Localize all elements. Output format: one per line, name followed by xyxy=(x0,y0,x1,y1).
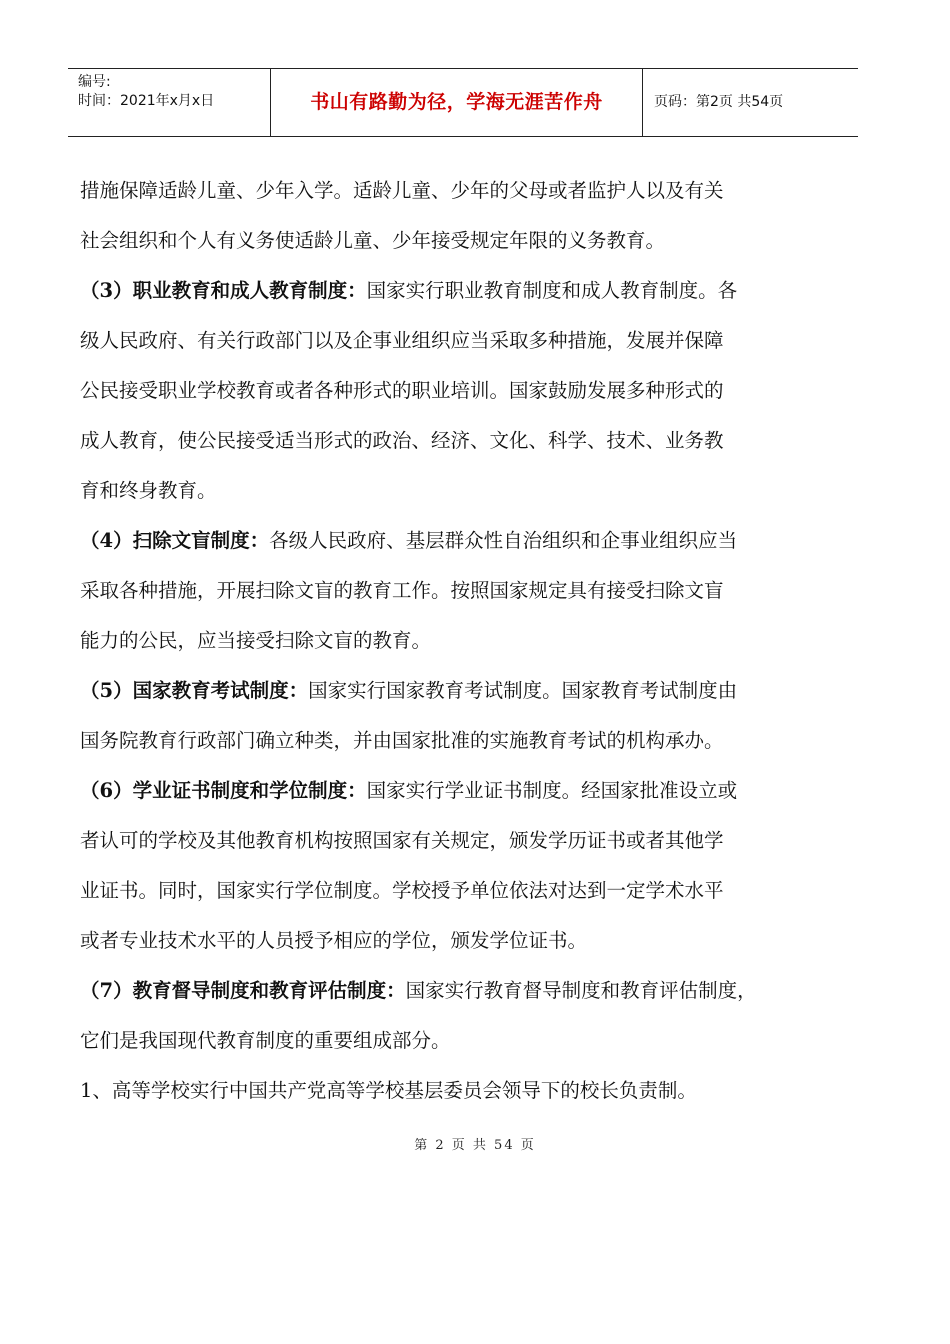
body-line xyxy=(80,1016,835,1066)
header-divider-right xyxy=(642,69,643,136)
line-text: 1、高等学校实行中国共产党高等学校基层委员会领导下的校长负责制。 xyxy=(80,1079,697,1102)
line-text: 者认可的学校及其他教育机构按照国家有关规定，颁发学历证书或者其他学 xyxy=(80,829,724,852)
body-line xyxy=(80,416,835,466)
line-text: 成人教育，使公民接受适当形式的政治、经济、文化、科学、技术、业务教 xyxy=(80,429,724,452)
line-text: 国家实行职业教育制度和成人教育制度。各 xyxy=(366,279,738,302)
page-header xyxy=(68,68,858,137)
line-text: 国务院教育行政部门确立种类，并由国家批准的实施教育考试的机构承办。 xyxy=(80,729,724,752)
line-text: 国家实行国家教育考试制度。国家教育考试制度由 xyxy=(308,679,738,702)
page-footer: 第 2 页 共 54 页 xyxy=(414,1138,536,1153)
body-line xyxy=(80,216,835,266)
line-text: 措施保障适龄儿童、少年入学。适龄儿童、少年的父母或者监护人以及有关 xyxy=(80,179,724,202)
line-text: 国家实行学业证书制度。经国家批准设立或 xyxy=(366,779,738,802)
line-bold-heading: （7）教育督导制度和教育评估制度： xyxy=(80,979,406,1002)
header-motto: 书山有路勤为径，学海无涯苦作舟 xyxy=(310,91,603,113)
line-text: 它们是我国现代教育制度的重要组成部分。 xyxy=(80,1029,451,1052)
header-meta xyxy=(78,73,268,111)
body-line xyxy=(80,366,835,416)
body-line xyxy=(80,1066,835,1116)
body-line xyxy=(80,666,835,716)
line-text: 国家实行教育督导制度和教育评估制度， xyxy=(405,979,757,1002)
body-line xyxy=(80,916,835,966)
header-page-info: 页码：第2页 共54页 xyxy=(654,94,784,110)
header-number-label: 编号: xyxy=(78,74,111,90)
line-text: 社会组织和个人有义务使适龄儿童、少年接受规定年限的义务教育。 xyxy=(80,229,666,252)
line-text: 或者专业技术水平的人员授予相应的学位，颁发学位证书。 xyxy=(80,929,588,952)
body-line xyxy=(80,716,835,766)
body-line xyxy=(80,266,835,316)
line-text: 能力的公民，应当接受扫除文盲的教育。 xyxy=(80,629,432,652)
body-line xyxy=(80,766,835,816)
line-text: 业证书。同时，国家实行学位制度。学校授予单位依法对达到一定学术水平 xyxy=(80,879,724,902)
body-line xyxy=(80,466,835,516)
header-time: 时间：2021年x月x日 xyxy=(78,93,215,109)
line-text: 育和终身教育。 xyxy=(80,479,217,502)
body-line xyxy=(80,616,835,666)
line-bold-heading: （5）国家教育考试制度： xyxy=(80,679,309,702)
body-line xyxy=(80,966,835,1016)
line-bold-heading: （6）学业证书制度和学位制度： xyxy=(80,779,367,802)
line-bold-heading: （3）职业教育和成人教育制度： xyxy=(80,279,367,302)
line-text: 级人民政府、有关行政部门以及企事业组织应当采取多种措施，发展并保障 xyxy=(80,329,724,352)
body-line xyxy=(80,866,835,916)
body-line xyxy=(80,516,835,566)
line-text: 各级人民政府、基层群众性自治组织和企事业组织应当 xyxy=(269,529,738,552)
body-line xyxy=(80,316,835,366)
line-text: 采取各种措施，开展扫除文盲的教育工作。按照国家规定具有接受扫除文盲 xyxy=(80,579,724,602)
line-bold-heading: （4）扫除文盲制度： xyxy=(80,529,270,552)
body-line xyxy=(80,566,835,616)
line-text: 公民接受职业学校教育或者各种形式的职业培训。国家鼓励发展多种形式的 xyxy=(80,379,724,402)
document-body xyxy=(80,166,835,1116)
body-line xyxy=(80,816,835,866)
body-line xyxy=(80,166,835,216)
